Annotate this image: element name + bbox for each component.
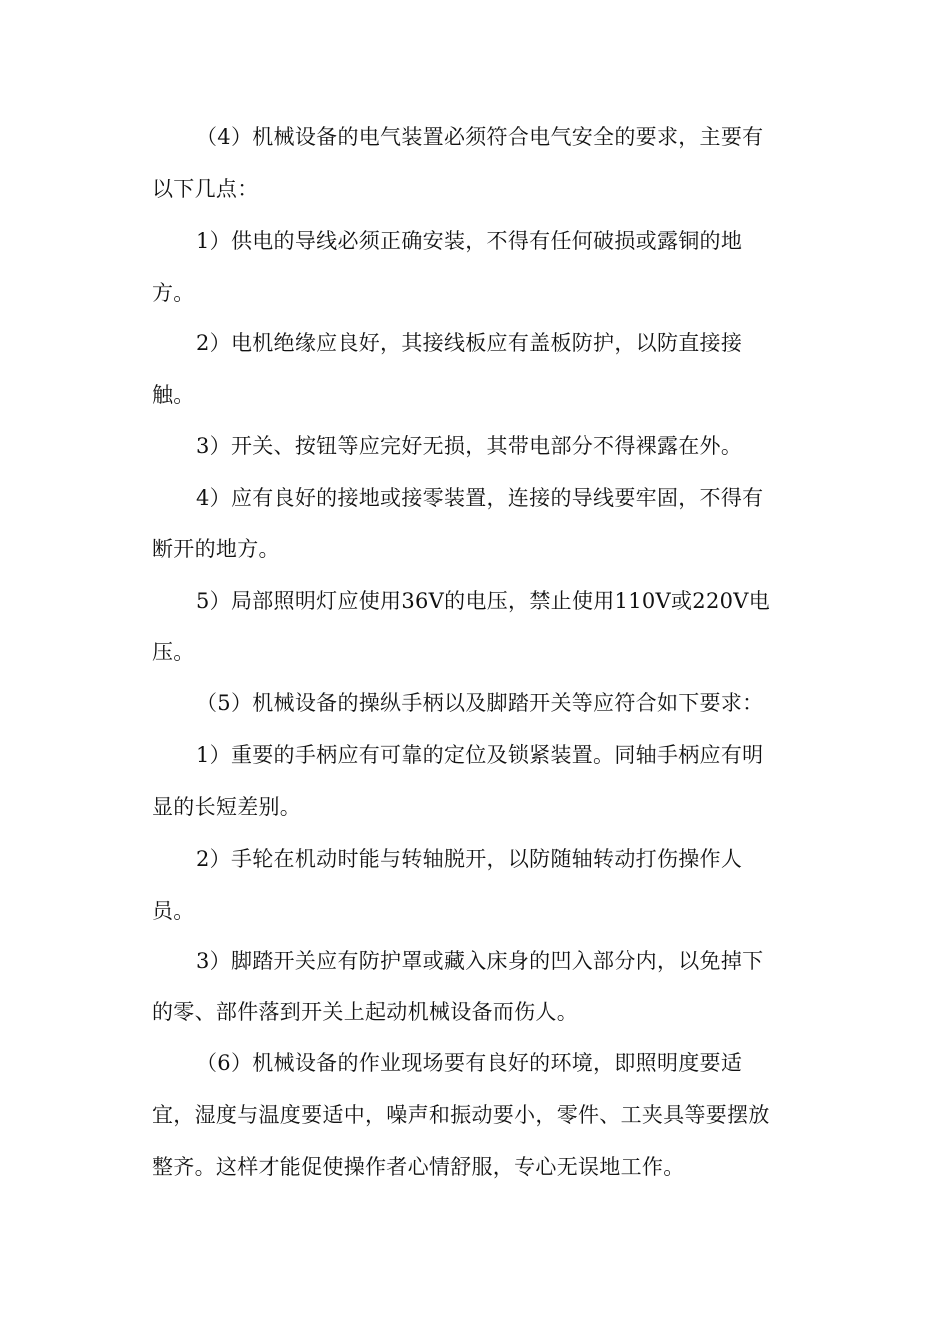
s5-item-3-line-2: 的零、部件落到开关上起动机械设备而伤人。 [152,1000,578,1024]
s5-item-2-line-1: 2）手轮在机动时能与转轴脱开，以防随轴转动打伤操作人 [196,847,743,871]
section-4-heading-line-2: 以下几点： [152,177,259,201]
section-4-heading-line-1: （4）机械设备的电气装置必须符合电气安全的要求，主要有 [196,125,764,149]
section-5-heading-line-1: （5）机械设备的操纵手柄以及脚踏开关等应符合如下要求： [196,691,764,715]
s5-item-2-line-2: 员。 [152,899,195,923]
s5-item-3-line-1: 3）脚踏开关应有防护罩或藏入床身的凹入部分内，以免掉下 [196,949,764,973]
item-1-line-1: 1）供电的导线必须正确安装，不得有任何破损或露铜的地 [196,229,743,253]
item-5-line-1: 5）局部照明灯应使用36V的电压，禁止使用110V或220V电 [196,589,771,613]
s5-item-1-line-2: 显的长短差别。 [152,795,302,819]
section-6-line-2: 宜，湿度与温度要适中，噪声和振动要小，零件、工夹具等要摆放 [152,1103,770,1127]
item-2-line-2: 触。 [152,383,195,407]
section-6-line-3: 整齐。这样才能促使操作者心情舒服，专心无误地工作。 [152,1155,685,1179]
item-4-line-2: 断开的地方。 [152,537,280,561]
s5-item-1-line-1: 1）重要的手柄应有可靠的定位及锁紧装置。同轴手柄应有明 [196,743,764,767]
item-1-line-2: 方。 [152,281,195,305]
item-2-line-1: 2）电机绝缘应良好，其接线板应有盖板防护，以防直接接 [196,331,743,355]
item-4-line-1: 4）应有良好的接地或接零装置，连接的导线要牢固，不得有 [196,486,764,510]
item-5-line-2: 压。 [152,640,195,664]
section-6-line-1: （6）机械设备的作业现场要有良好的环境，即照明度要适 [196,1051,743,1075]
item-3-line-1: 3）开关、按钮等应完好无损，其带电部分不得裸露在外。 [196,434,743,458]
